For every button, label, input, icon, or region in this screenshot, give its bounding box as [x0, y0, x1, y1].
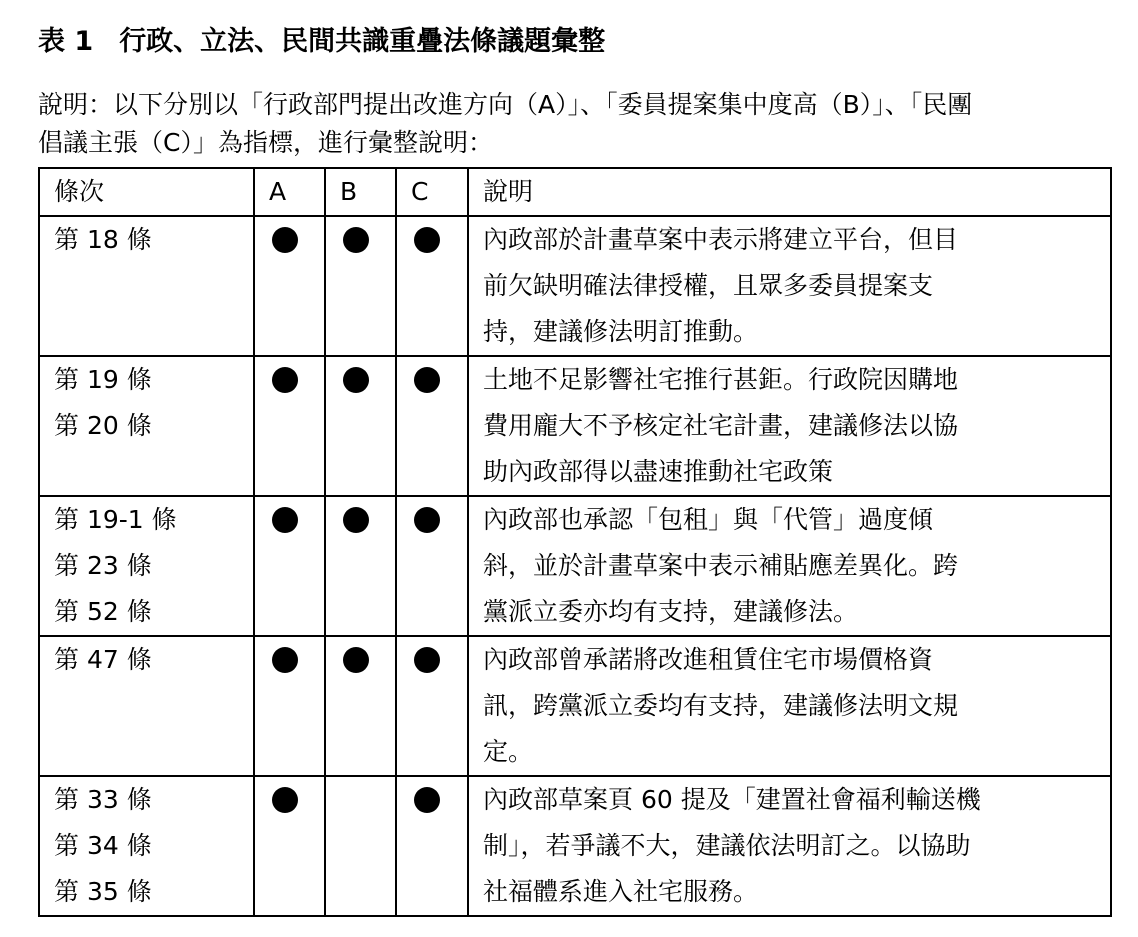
- description-line: 定。: [483, 737, 534, 766]
- description-line: 社福體系進入社宅服務。: [483, 877, 759, 906]
- filled-circle-icon: [272, 227, 298, 253]
- article-cell: [39, 636, 254, 776]
- description-cell: [468, 496, 1111, 636]
- article-label: 第 20 條: [54, 411, 152, 440]
- article-label: 第 52 條: [54, 597, 152, 626]
- indicator-b-cell: [325, 356, 396, 496]
- description-line: 持，建議修法明訂推動。: [483, 317, 759, 346]
- filled-circle-icon: [414, 647, 440, 673]
- indicator-a-cell: [254, 496, 325, 636]
- header-b: B: [325, 168, 396, 216]
- indicator-b-cell: [325, 496, 396, 636]
- indicator-b-cell: [325, 216, 396, 356]
- table-row: [39, 776, 1111, 916]
- filled-circle-icon: [414, 787, 440, 813]
- description-cell: [468, 776, 1111, 916]
- table-row: [39, 356, 1111, 496]
- filled-circle-icon: [414, 507, 440, 533]
- filled-circle-icon: [414, 227, 440, 253]
- indicator-c-cell: [396, 496, 468, 636]
- description-line: 內政部也承認「包租」與「代管」過度傾: [483, 505, 934, 534]
- indicator-b-cell: [325, 776, 396, 916]
- consensus-table: [38, 167, 1112, 917]
- description-cell: [468, 636, 1111, 776]
- table-number: 表 1: [38, 26, 94, 57]
- filled-circle-icon: [272, 647, 298, 673]
- indicator-c-cell: [396, 216, 468, 356]
- table-header-row: [39, 168, 1111, 216]
- intro-line-2: 倡議主張（C）」為指標，進行彙整說明：: [38, 128, 493, 157]
- article-label: 第 23 條: [54, 551, 152, 580]
- article-label: 第 19 條: [54, 365, 152, 394]
- description-line: 黨派立委亦均有支持，建議修法。: [483, 597, 859, 626]
- description-line: 內政部於計畫草案中表示將建立平台，但目: [483, 225, 959, 254]
- indicator-a-cell: [254, 776, 325, 916]
- description-line: 訊，跨黨派立委均有支持，建議修法明文規: [483, 691, 959, 720]
- table-row: [39, 496, 1111, 636]
- article-cell: [39, 356, 254, 496]
- article-label: 第 35 條: [54, 877, 152, 906]
- filled-circle-icon: [272, 507, 298, 533]
- article-label: 第 34 條: [54, 831, 152, 860]
- description-line: 費用龐大不予核定社宅計畫，建議修法以協: [483, 411, 959, 440]
- table-title-text: 行政、立法、民間共識重疊法條議題彙整: [119, 26, 606, 57]
- intro-line-1: 說明：以下分別以「行政部門提出改進方向（A）」、「委員提案集中度高（B）」、「民團: [38, 90, 973, 119]
- article-cell: [39, 496, 254, 636]
- description-cell: [468, 356, 1111, 496]
- article-cell: [39, 216, 254, 356]
- indicator-c-cell: [396, 776, 468, 916]
- header-description: 說明: [468, 168, 1111, 216]
- indicator-a-cell: [254, 636, 325, 776]
- table-row: [39, 216, 1111, 356]
- filled-circle-icon: [343, 647, 369, 673]
- description-line: 助內政部得以盡速推動社宅政策: [483, 457, 834, 486]
- filled-circle-icon: [343, 227, 369, 253]
- description-line: 內政部草案頁 60 提及「建置社會福利輸送機: [483, 785, 981, 814]
- filled-circle-icon: [343, 507, 369, 533]
- article-cell: [39, 776, 254, 916]
- indicator-a-cell: [254, 356, 325, 496]
- indicator-c-cell: [396, 356, 468, 496]
- indicator-c-cell: [396, 636, 468, 776]
- filled-circle-icon: [414, 367, 440, 393]
- description-line: 斜，並於計畫草案中表示補貼應差異化。跨: [483, 551, 959, 580]
- table-row: [39, 636, 1111, 776]
- filled-circle-icon: [343, 367, 369, 393]
- article-label: 第 19-1 條: [54, 505, 177, 534]
- table-title: [38, 22, 605, 62]
- article-label: 第 33 條: [54, 785, 152, 814]
- header-a: A: [254, 168, 325, 216]
- indicator-a-cell: [254, 216, 325, 356]
- article-label: 第 18 條: [54, 225, 152, 254]
- description-line: 制」，若爭議不大，建議依法明訂之。以協助: [483, 831, 971, 860]
- table-body: [39, 216, 1111, 916]
- description-cell: [468, 216, 1111, 356]
- filled-circle-icon: [272, 787, 298, 813]
- article-label: 第 47 條: [54, 645, 152, 674]
- description-line: 前欠缺明確法律授權，且眾多委員提案支: [483, 271, 934, 300]
- description-line: 內政部曾承諾將改進租賃住宅市場價格資: [483, 645, 934, 674]
- filled-circle-icon: [272, 367, 298, 393]
- header-c: C: [396, 168, 468, 216]
- intro-paragraph: [38, 86, 1113, 162]
- indicator-b-cell: [325, 636, 396, 776]
- description-line: 土地不足影響社宅推行甚鉅。行政院因購地: [483, 365, 959, 394]
- header-article: 條次: [39, 168, 254, 216]
